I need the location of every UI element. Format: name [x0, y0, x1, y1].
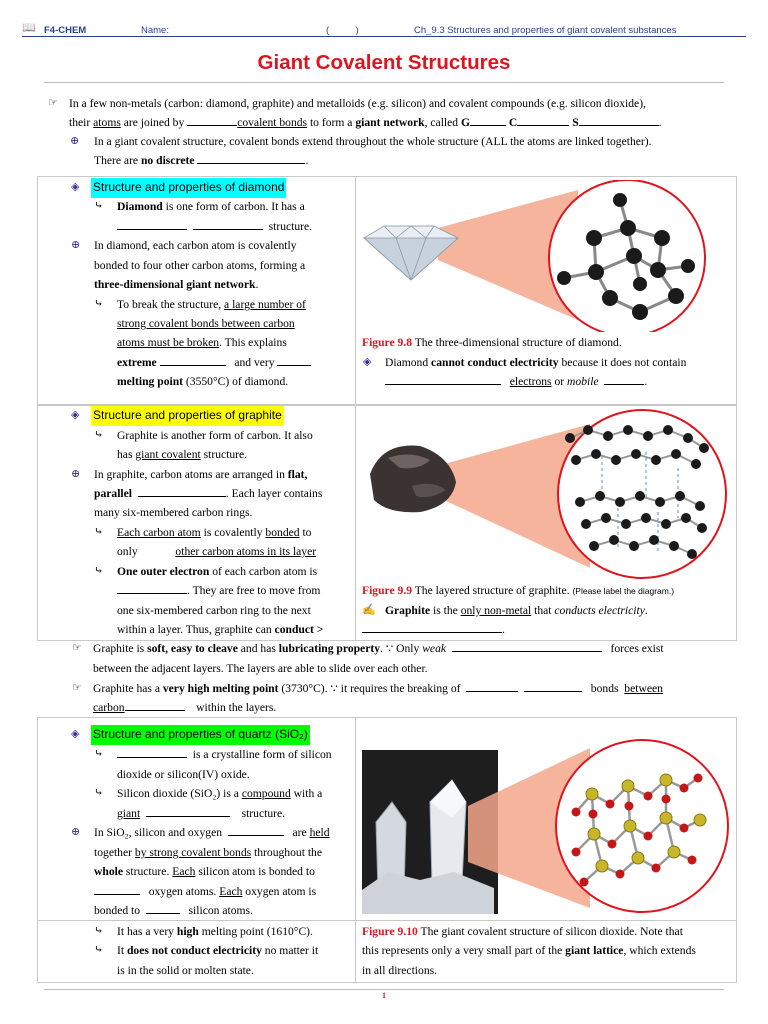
page-header — [22, 18, 746, 37]
graphite-point-4a: One outer electron of each carbon atom is — [117, 565, 318, 578]
diamond-bullet-icon: ◈ — [71, 181, 80, 193]
arrow-bullet-icon: ⤷ — [94, 748, 104, 760]
page-title: Giant Covalent Structures — [257, 51, 511, 74]
quartz-point-3b: together by strong covalent bonds throughout the — [94, 846, 322, 859]
graphite-figure-caption: Figure 9.9 The layered structure of graphite. (Please label the diagram.) — [362, 584, 675, 597]
graphite-point-4d: within a layer. Thus, graphite can conduct > — [117, 623, 324, 636]
globe-bullet-icon: ⊕ — [71, 826, 81, 838]
diamond-bullet-icon: ◈ — [71, 728, 80, 740]
graphite-bullet-1a: Graphite is soft, easy to cleave and has lubricating property. ∵ Only weak forces exist — [93, 639, 664, 659]
graphite-figure — [358, 408, 734, 580]
title-divider — [44, 82, 724, 83]
graphite-bullet-2b: carbon within the layers. — [93, 698, 276, 718]
quartz-point-2b: giant structure. — [117, 804, 285, 824]
graphite-point-3a: Each carbon atom is covalently bonded to — [117, 526, 312, 539]
diamond-heading: Structure and properties of diamond — [91, 178, 286, 198]
graphite-point-5a: Graphite is the only non-metal that conducts electricity. — [385, 604, 648, 617]
writing-hand-icon: ✍ — [362, 604, 376, 616]
pointing-hand-icon: ☞ — [72, 642, 82, 654]
graphite-section-divider — [355, 404, 356, 640]
diamond-point-1b: structure. — [117, 217, 312, 237]
diamond-point-3c: atoms must be broken. This explains — [117, 336, 287, 349]
arrow-bullet-icon: ⤷ — [94, 925, 104, 937]
quartz-point-5a: It does not conduct electricity no matter it — [117, 944, 319, 957]
graphite-point-1b: has giant covalent structure. — [117, 448, 248, 461]
diamond-point-2b: bonded to four other carbon atoms, forming a — [94, 259, 306, 272]
graphite-point-4b: . They are free to move from — [117, 581, 320, 601]
diamond-point-1a: Diamond is one form of carbon. It has a — [117, 200, 305, 213]
arrow-bullet-icon: ⤷ — [94, 429, 104, 441]
diamond-point-3b: strong covalent bonds between carbon — [117, 317, 295, 330]
quartz-figure-caption-1: Figure 9.10 The giant covalent structure of silicon dioxide. Note that — [362, 925, 683, 938]
graphite-heading: Structure and properties of graphite — [91, 406, 284, 426]
diamond-point-3d: extreme and very — [117, 353, 311, 373]
arrow-bullet-icon: ⤷ — [94, 787, 104, 799]
diamond-bullet-icon: ◈ — [363, 356, 372, 368]
quartz-point-3a: In SiO₂, silicon and oxygen are held — [94, 823, 330, 843]
globe-bullet-icon: ⊕ — [71, 468, 81, 480]
quartz-point-3d: oxygen atoms. Each oxygen atom is — [94, 882, 316, 902]
quartz-figure — [358, 722, 734, 918]
quartz-figure-caption-2: this represents only a very small part of the giant lattice, which extends — [362, 944, 696, 957]
quartz-point-2a: Silicon dioxide (SiO₂) is a compound with a — [117, 787, 323, 800]
intro-line-4: There are no discrete . — [94, 151, 308, 171]
diamond-point-2c: three-dimensional giant network. — [94, 278, 259, 291]
graphite-point-5b: . — [362, 620, 505, 640]
book-icon: 📖 — [22, 22, 36, 34]
graphite-bullet-1b: between the adjacent layers. The layers are able to slide over each other. — [93, 662, 428, 675]
name-label: Name: — [141, 25, 169, 36]
arrow-bullet-icon: ⤷ — [94, 944, 104, 956]
pointing-hand-icon: ☞ — [72, 682, 82, 694]
intro-line-1: In a few non-metals (carbon: diamond, graphite) and metalloids (e.g. silicon) and covalent compounds (e.g. silicon dioxide), — [69, 97, 646, 110]
graphite-point-1a: Graphite is another form of carbon. It also — [117, 429, 313, 442]
intro-line-2: their atoms are joined by covalent bonds to form a giant network, called G C S . — [69, 113, 662, 133]
quartz-point-3c: whole structure. Each silicon atom is bonded to — [94, 865, 315, 878]
class-number-paren: ( ) — [326, 25, 359, 36]
arrow-bullet-icon: ⤷ — [94, 298, 104, 310]
globe-bullet-icon: ⊕ — [71, 239, 81, 251]
diamond-point-2a: In diamond, each carbon atom is covalently — [94, 239, 297, 252]
graphite-point-2a: In graphite, carbon atoms are arranged in flat, — [94, 468, 308, 481]
course-code: F4-CHEM — [44, 25, 87, 36]
diamond-point-3a: To break the structure, a large number of — [117, 298, 306, 311]
graphite-lump-image — [370, 446, 456, 513]
diamond-point-4b: electrons or mobile . — [385, 372, 647, 392]
diamond-figure-caption: Figure 9.8 The three-dimensional structure of diamond. — [362, 336, 622, 349]
diamond-bullet-icon: ◈ — [71, 409, 80, 421]
quartz-point-1b: dioxide or silicon(IV) oxide. — [117, 768, 250, 781]
graphite-point-2c: many six-membered carbon rings. — [94, 506, 253, 519]
globe-bullet-icon: ⊕ — [70, 135, 80, 147]
quartz-point-4: It has a very high melting point (1610°C). — [117, 925, 313, 938]
arrow-bullet-icon: ⤷ — [94, 565, 104, 577]
quartz-point-5b: is in the solid or molten state. — [117, 964, 254, 977]
diamond-point-3e: melting point (3550°C) of diamond. — [117, 375, 289, 388]
arrow-bullet-icon: ⤷ — [94, 526, 104, 538]
pointing-hand-icon: ☞ — [48, 97, 58, 109]
intro-line-3: In a giant covalent structure, covalent bonds extend throughout the whole structure (ALL the atoms are linked together). — [94, 135, 652, 148]
graphite-point-3b: only other carbon atoms in its layer — [117, 545, 317, 558]
chapter-title: Ch_9.3 Structures and properties of giant covalent substances — [414, 25, 677, 36]
diamond-point-4a: Diamond cannot conduct electricity because it does not contain — [385, 356, 687, 369]
graphite-point-4c: one six-membered carbon ring to the next — [117, 604, 311, 617]
quartz-heading: Structure and properties of quartz (SiO₂) — [91, 725, 310, 745]
graphite-point-2b: parallel . Each layer contains — [94, 484, 322, 504]
graphite-bullet-2a: Graphite has a very high melting point (3730°C). ∵ it requires the breaking of bonds between — [93, 679, 663, 699]
page-number: 1 — [382, 991, 386, 1000]
diamond-figure — [358, 180, 734, 332]
diamond-section-divider — [355, 176, 356, 405]
arrow-bullet-icon: ⤷ — [94, 200, 104, 212]
quartz-point-1a: is a crystalline form of silicon — [117, 745, 332, 765]
quartz-section-divider — [355, 717, 356, 982]
quartz-point-3e: bonded to silicon atoms. — [94, 901, 253, 921]
quartz-figure-caption-3: in all directions. — [362, 964, 438, 977]
